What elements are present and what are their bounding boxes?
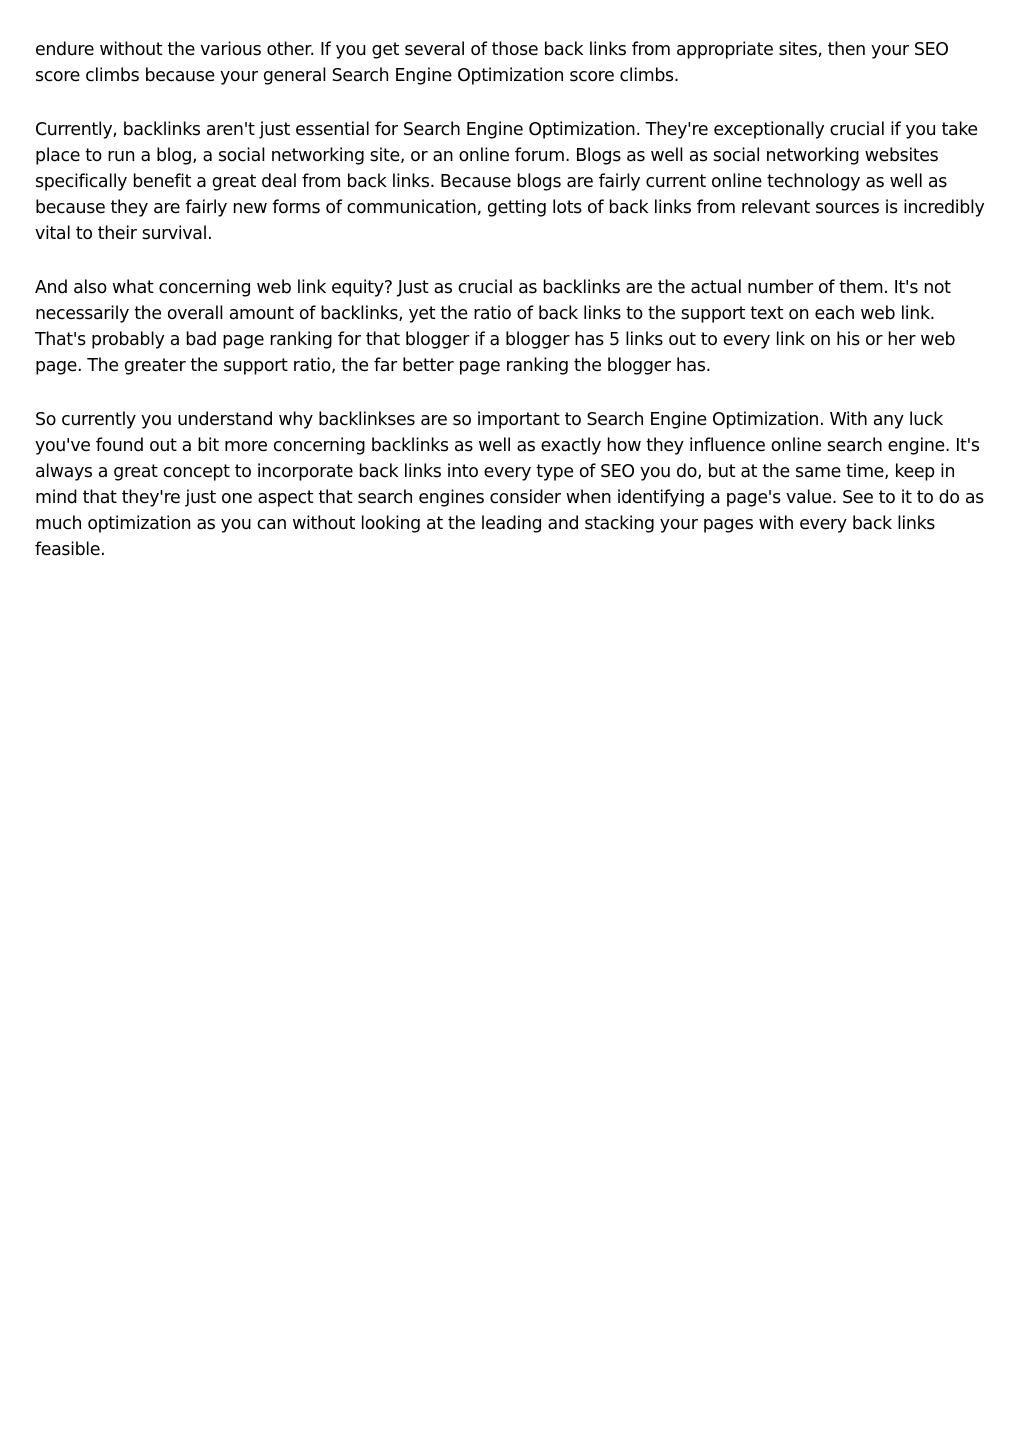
paragraph-2: Currently, backlinks aren't just essential for Search Engine Optimization. They're exceptionally crucial if you take place to run a blog, a social networking site, or an online forum. Blogs as well as social networking websites specifically benefit a great deal from back links. Because blogs are fairly current online technology as well as because they are fairly new forms of communication, getting lots of back links from relevant sources is incredibly vital to their survival. — [35, 120, 985, 244]
paragraph-3: And also what concerning web link equity? Just as crucial as backlinks are the actual number of them. It's not necessarily the overall amount of backlinks, yet the ratio of back links to the support text on each web link. That's probably a bad page ranking for that blogger if a blogger has 5 links out to every link on his or her web page. The greater the support ratio, the far better page ranking the blogger has. — [35, 278, 956, 376]
paragraph-1: endure without the various other. If you get several of those back links from appropriate sites, then your SEO score climbs because your general Search Engine Optimization score climbs. — [35, 40, 949, 86]
document-page — [35, 37, 989, 591]
paragraph-4: So currently you understand why backlinkses are so important to Search Engine Optimization. With any luck you've found out a bit more concerning backlinks as well as exactly how they influence online search engine. It's always a great concept to incorporate back links into every type of SEO you do, but at the same time, keep in mind that they're just one aspect that search engines consider when identifying a page's value. See to it to do as much optimization as you can without looking at the leading and stacking your pages with every back links feasible. — [35, 410, 984, 560]
